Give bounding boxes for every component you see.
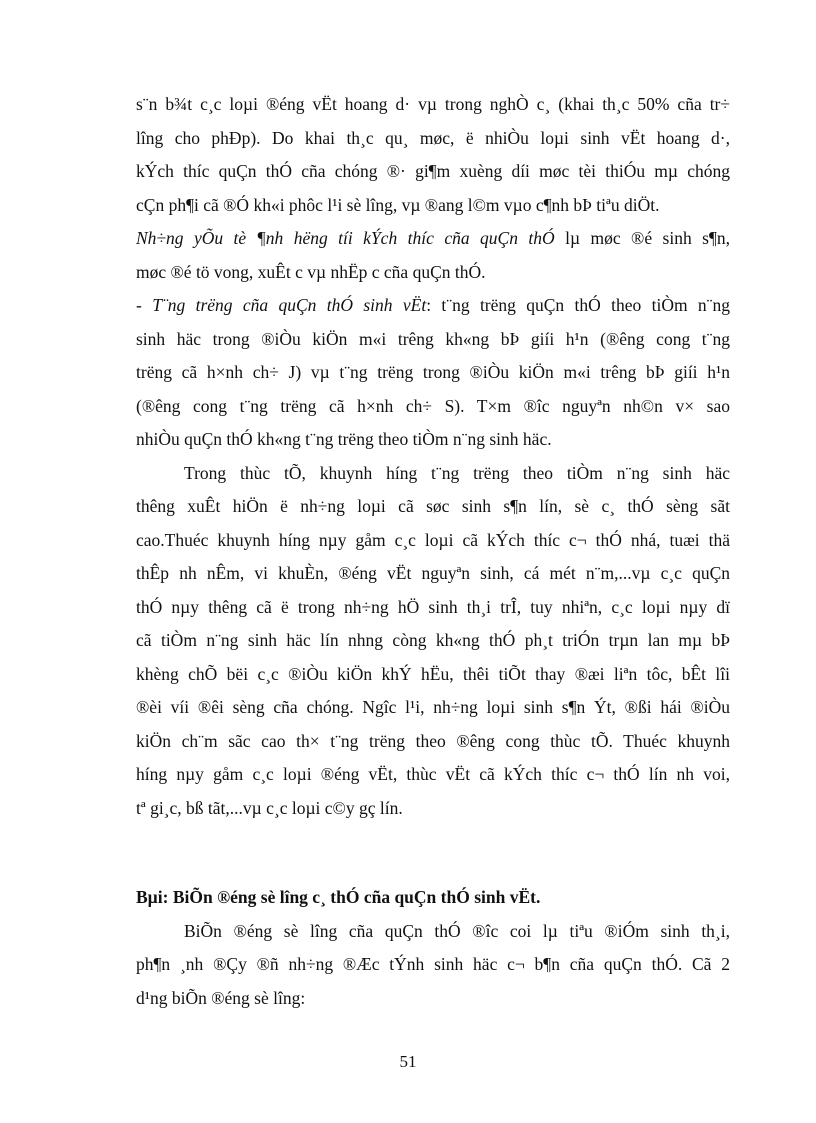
text-line: (®êng cong t¨ng trëng cã h×nh ch÷ S). T×m ®îc nguyªn nh©n v× sao [136, 395, 730, 416]
text-line: cao.Thuéc khuynh híng nµy gåm c¸c loµi cã kÝch thíc c¬ thÓ nhá, tuæi thä [136, 529, 730, 550]
text-line: cã tiÒm n¨ng sinh häc lín nhng còng kh«ng thÓ ph¸t triÓn trµn lan mµ bÞ [136, 630, 730, 650]
text-line: tª gi¸c, bß tãt,...vµ c¸c loµi c©y gç lín. [136, 797, 403, 818]
text-line: trëng cã h×nh ch÷ J) vµ t¨ng trëng trong ®iÒu kiÖn m«i trêng bÞ giíi h¹n [136, 362, 730, 382]
text-line: thÓ nµy thêng cã ë trong nh÷ng hÖ sinh th¸i trÎ, tuy nhiªn, c¸c loµi nµy dï [136, 596, 730, 617]
section-heading: Bµi: BiÕn ®éng sè lîng c¸ thÓ cña quÇn thÓ sinh vËt. [136, 887, 541, 907]
text-line [136, 289, 730, 323]
text-span: lµ møc ®é sinh s¶n, [554, 228, 730, 248]
page-number: 51 [399, 1052, 417, 1071]
text-line [136, 222, 730, 256]
text-line: d¹ng biÕn ®éng sè lîng: [136, 987, 306, 1008]
text-line: thÊp nh nÊm, vi khuÈn, ®éng vËt nguyªn sinh, cá mét n¨m,...vµ c¸c quÇn [136, 563, 730, 583]
italic-phrase: T¨ng trëng cña quÇn thÓ sinh vËt [152, 295, 427, 315]
text-line: s¨n b¾t c¸c loµi ®éng vËt hoang d· vµ trong nghÒ c¸ (khai th¸c 50% cña tr÷ [136, 94, 730, 114]
text-line: híng nµy gåm c¸c loµi ®éng vËt, thùc vËt cã kÝch thíc c¬ thÓ lín nh voi, [136, 764, 730, 784]
italic-phrase: Nh÷ng yÕu tè ¶nh hëng tíi kÝch thíc cña quÇn thÓ [136, 228, 555, 248]
text-line: kÝch thíc quÇn thÓ cña chóng ®· gi¶m xuèng díi møc tèi thiÓu mµ chóng [136, 161, 730, 181]
text-line: khèng chÕ bëi c¸c ®iÒu kiÖn khÝ hËu, thêi tiÕt thay ®æi liªn tôc, bÊt lîi [136, 663, 730, 684]
body-text [136, 88, 730, 1015]
text-line: kiÖn ch¨m sãc cao th× t¨ng trëng theo ®êng cong thùc tÕ. Thuéc khuynh [136, 730, 730, 751]
text-line: lîng cho phÐp). Do khai th¸c qu¸ møc, ë nhiÒu loµi sinh vËt hoang d·, [136, 127, 730, 148]
text-line: cÇn ph¶i cã ®Ó kh«i phôc l¹i sè lîng, vµ ®ang l©m vµo c¶nh bÞ tiªu diÖt. [136, 194, 660, 215]
text-line: sinh häc trong ®iÒu kiÖn m«i trêng kh«ng bÞ giíi h¹n (®êng cong t¨ng [136, 328, 730, 349]
text-line: BiÕn ®éng sè lîng cña quÇn thÓ ®îc coi lµ tiªu ®iÓm sinh th¸i, [184, 920, 730, 941]
text-line: thêng xuÊt hiÖn ë nh÷ng loµi cã søc sinh s¶n lín, sè c¸ thÓ sèng sãt [136, 496, 730, 516]
text-span: : t¨ng trëng quÇn thÓ theo tiÒm n¨ng [426, 295, 730, 315]
text-line: møc ®é tö vong, xuÊt c vµ nhËp c cña quÇn thÓ. [136, 261, 486, 282]
dash-prefix: - [136, 295, 153, 315]
text-line: ph¶n ¸nh ®Çy ®ñ nh÷ng ®Æc tÝnh sinh häc c¬ b¶n cña quÇn thÓ. Cã 2 [136, 954, 730, 974]
text-line: Trong thùc tÕ, khuynh híng t¨ng trëng theo tiÒm n¨ng sinh häc [184, 462, 730, 483]
text-line: ®èi víi ®êi sèng cña chóng. Ngîc l¹i, nh÷ng loµi sinh s¶n Ýt, ®ßi hái ®iÒu [136, 697, 730, 717]
text-line: nhiÒu quÇn thÓ kh«ng t¨ng trëng theo tiÒm n¨ng sinh häc. [136, 429, 552, 449]
section-gap [136, 825, 730, 881]
